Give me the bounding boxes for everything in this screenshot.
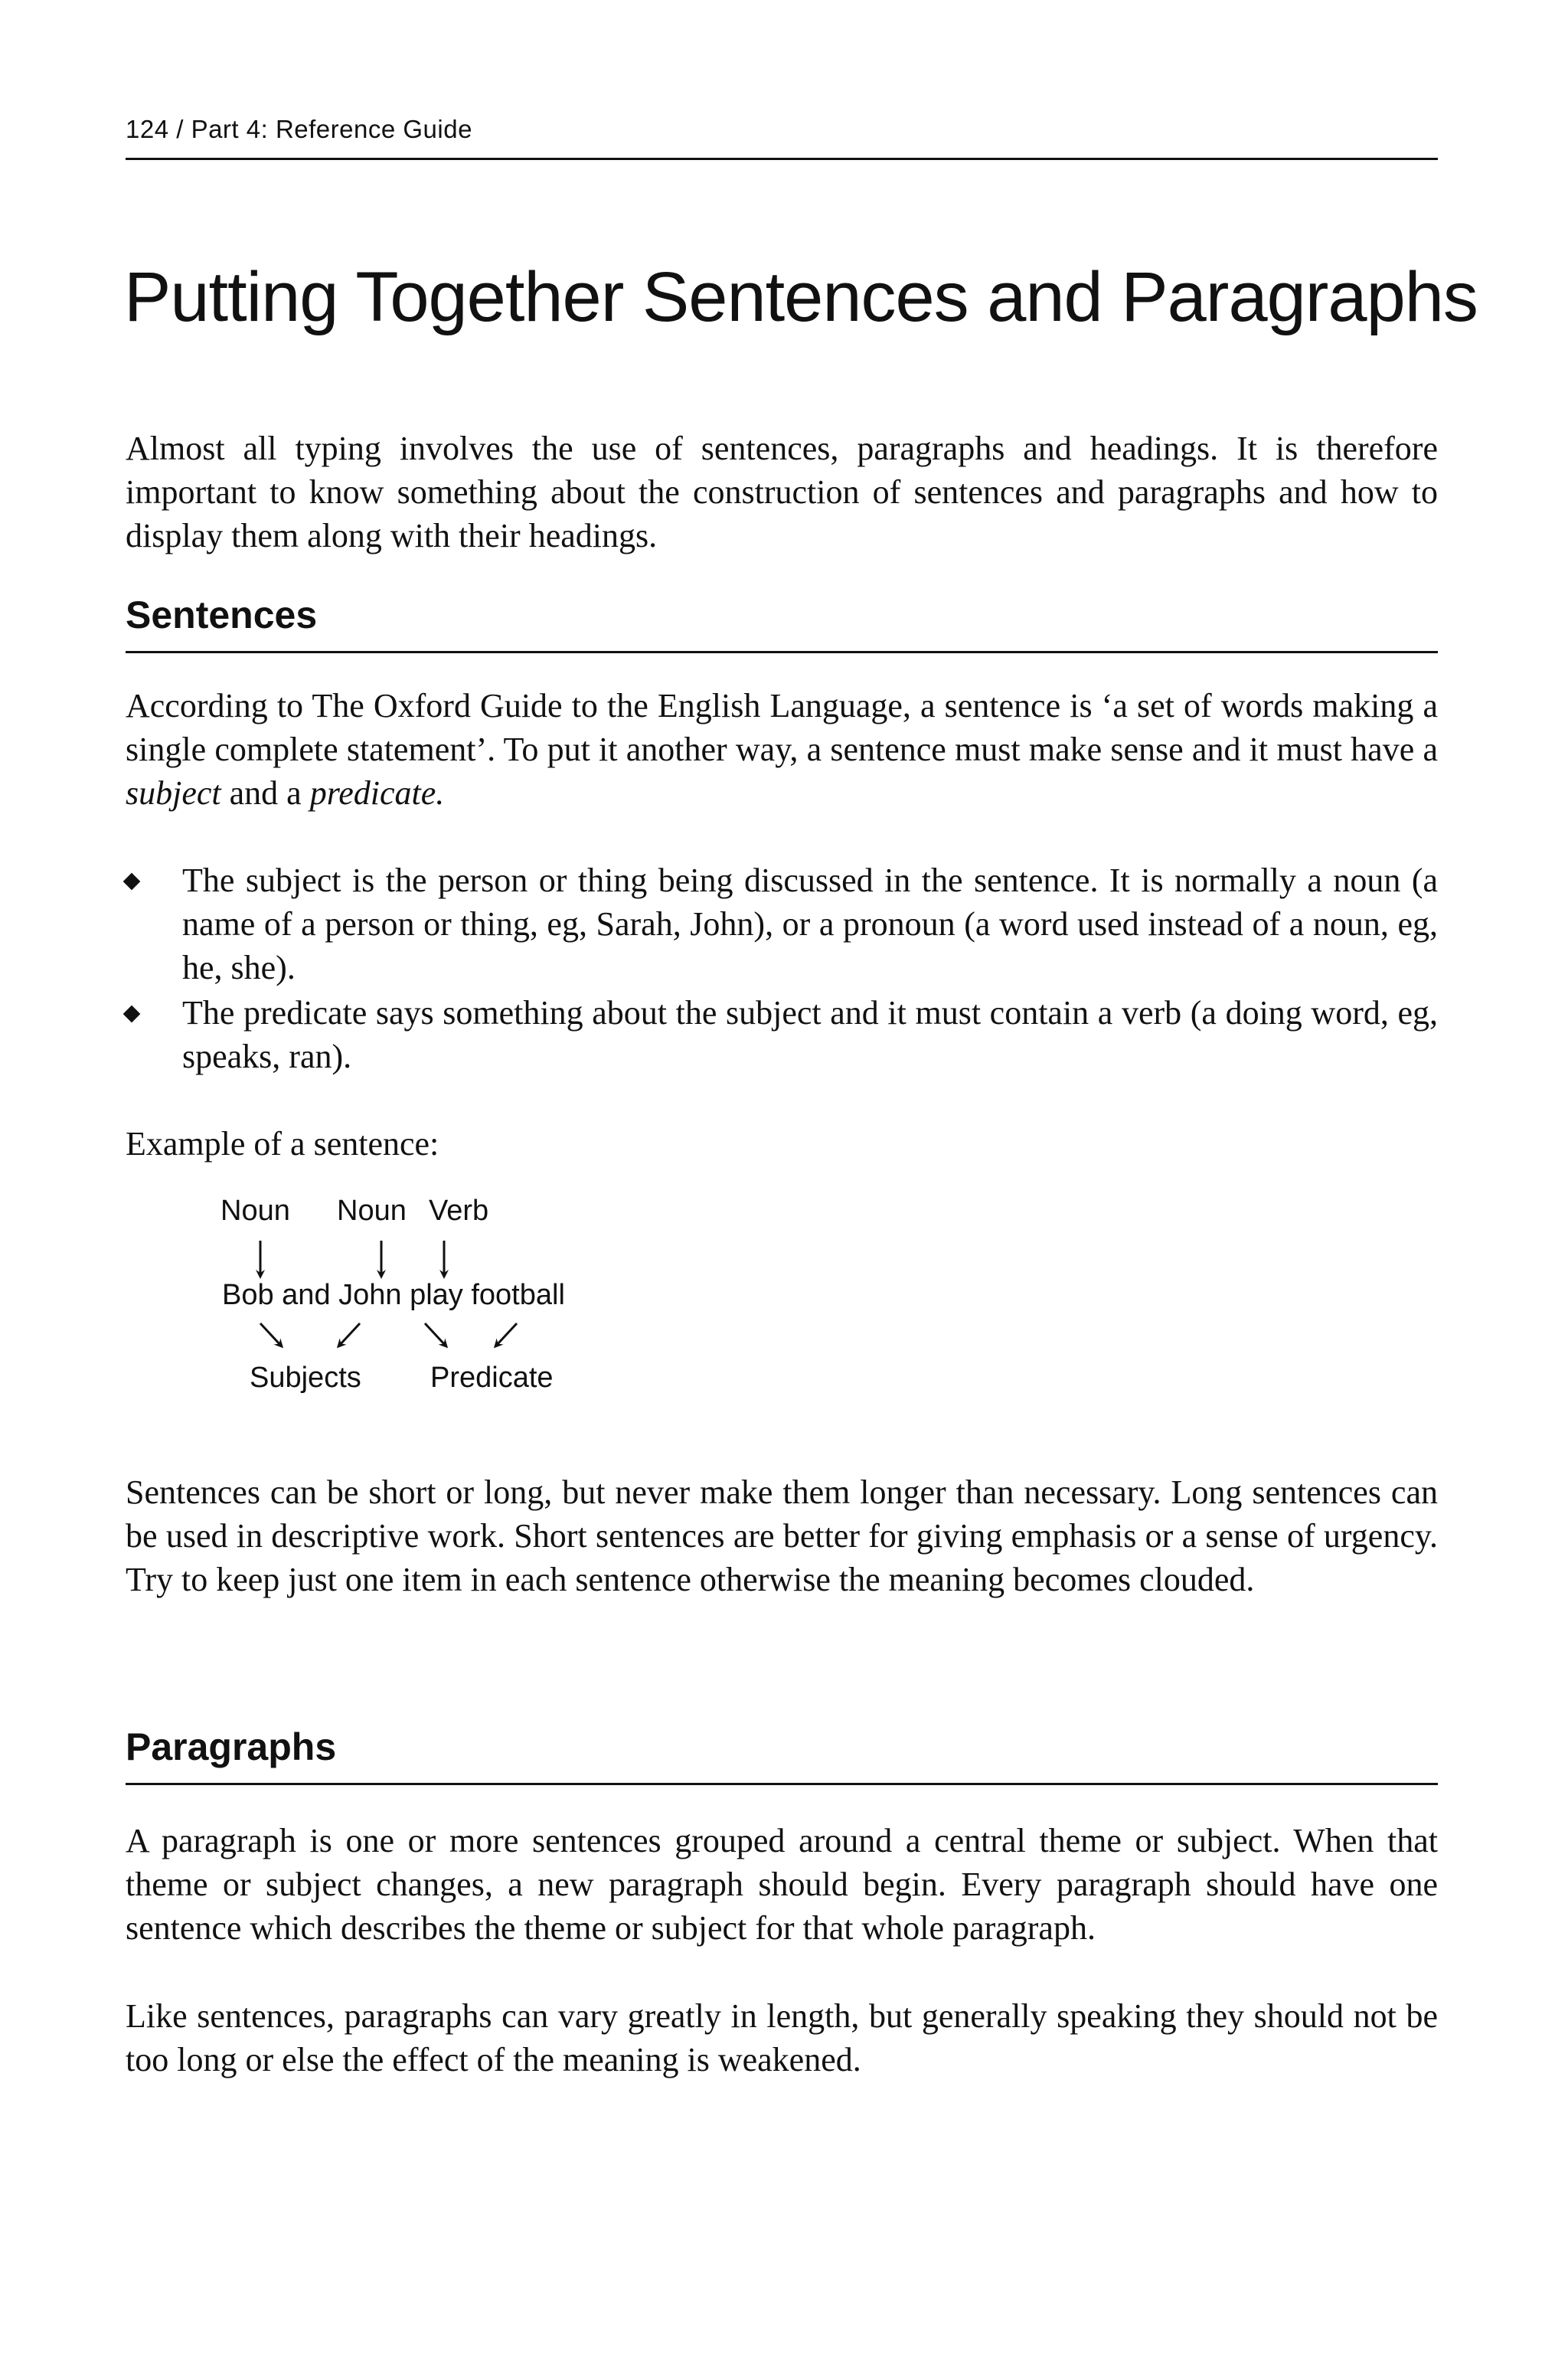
sentences-rule: [126, 651, 1438, 653]
paragraphs-heading: Paragraphs: [126, 1725, 337, 1768]
sentence-diagram: [214, 1195, 643, 1424]
predicate-term: predicate.: [309, 774, 445, 812]
paragraph-length: Like sentences, paragraphs can vary greatly in length, but generally speaking they should not be too long or else the effect of the meaning is weakened.: [126, 1997, 1438, 2078]
arrow-down-right-icon: [260, 1323, 280, 1345]
label-noun-2: Noun: [337, 1195, 407, 1227]
example-sentence: Bob and John play football: [222, 1279, 565, 1311]
running-head: 124 / Part 4: Reference Guide: [126, 115, 472, 143]
header-rule: [126, 158, 1438, 160]
paragraph-definition: A paragraph is one or more sentences grouped around a central theme or subject. When that theme or subject changes, a new paragraph should begin. Every paragraph should have one sentence which describes the theme or subject for that whole paragraph.: [126, 1822, 1438, 1947]
sentence-parts-list: [126, 858, 1438, 1080]
diamond-bullet-icon: [123, 1006, 141, 1023]
label-predicate: Predicate: [430, 1362, 554, 1394]
list-item-text: The predicate says something about the subject and it must contain a verb (a doing word, eg, speaks, ran).: [182, 994, 1438, 1075]
subject-term: subject: [126, 774, 221, 812]
arrow-down-left-icon: [340, 1323, 360, 1345]
list-item: [126, 858, 1438, 989]
paragraphs-rule: [126, 1783, 1438, 1785]
example-intro: Example of a sentence:: [126, 1125, 439, 1163]
page-title: Putting Together Sentences and Paragraphs: [124, 258, 1478, 336]
label-verb: Verb: [429, 1195, 489, 1227]
sentences-heading: Sentences: [126, 594, 318, 636]
sentence-definition: [126, 684, 1438, 815]
definition-joiner: and a: [220, 774, 310, 812]
arrow-down-left-icon: [497, 1323, 517, 1345]
list-item-text: The subject is the person or thing being discussed in the sentence. It is normally a noun (a name of a person or thing, eg, Sarah, John), or a pronoun (a word used instead of a noun, eg, he, she).: [182, 862, 1438, 986]
list-item: [126, 991, 1438, 1078]
sentence-length-paragraph: Sentences can be short or long, but never make them longer than necessary. Long sentences can be used in descriptive work. Short sentences are better for giving emphasis or a sense of urgency. Try to keep just one item in each sentence otherwise the meaning becomes clouded.: [126, 1473, 1438, 1598]
diamond-bullet-icon: [123, 873, 141, 891]
intro-paragraph: Almost all typing involves the use of sentences, paragraphs and headings. It is therefore important to know something about the construction of sentences and paragraphs and how to display them along with their headings.: [126, 430, 1438, 554]
definition-text: According to The Oxford Guide to the English Language, a sentence is ‘a set of words making a single complete statement’. To put it another way, a sentence must make sense and it must have a: [126, 687, 1438, 768]
arrow-down-right-icon: [425, 1323, 445, 1345]
label-subjects: Subjects: [250, 1362, 361, 1394]
label-noun-1: Noun: [220, 1195, 290, 1227]
